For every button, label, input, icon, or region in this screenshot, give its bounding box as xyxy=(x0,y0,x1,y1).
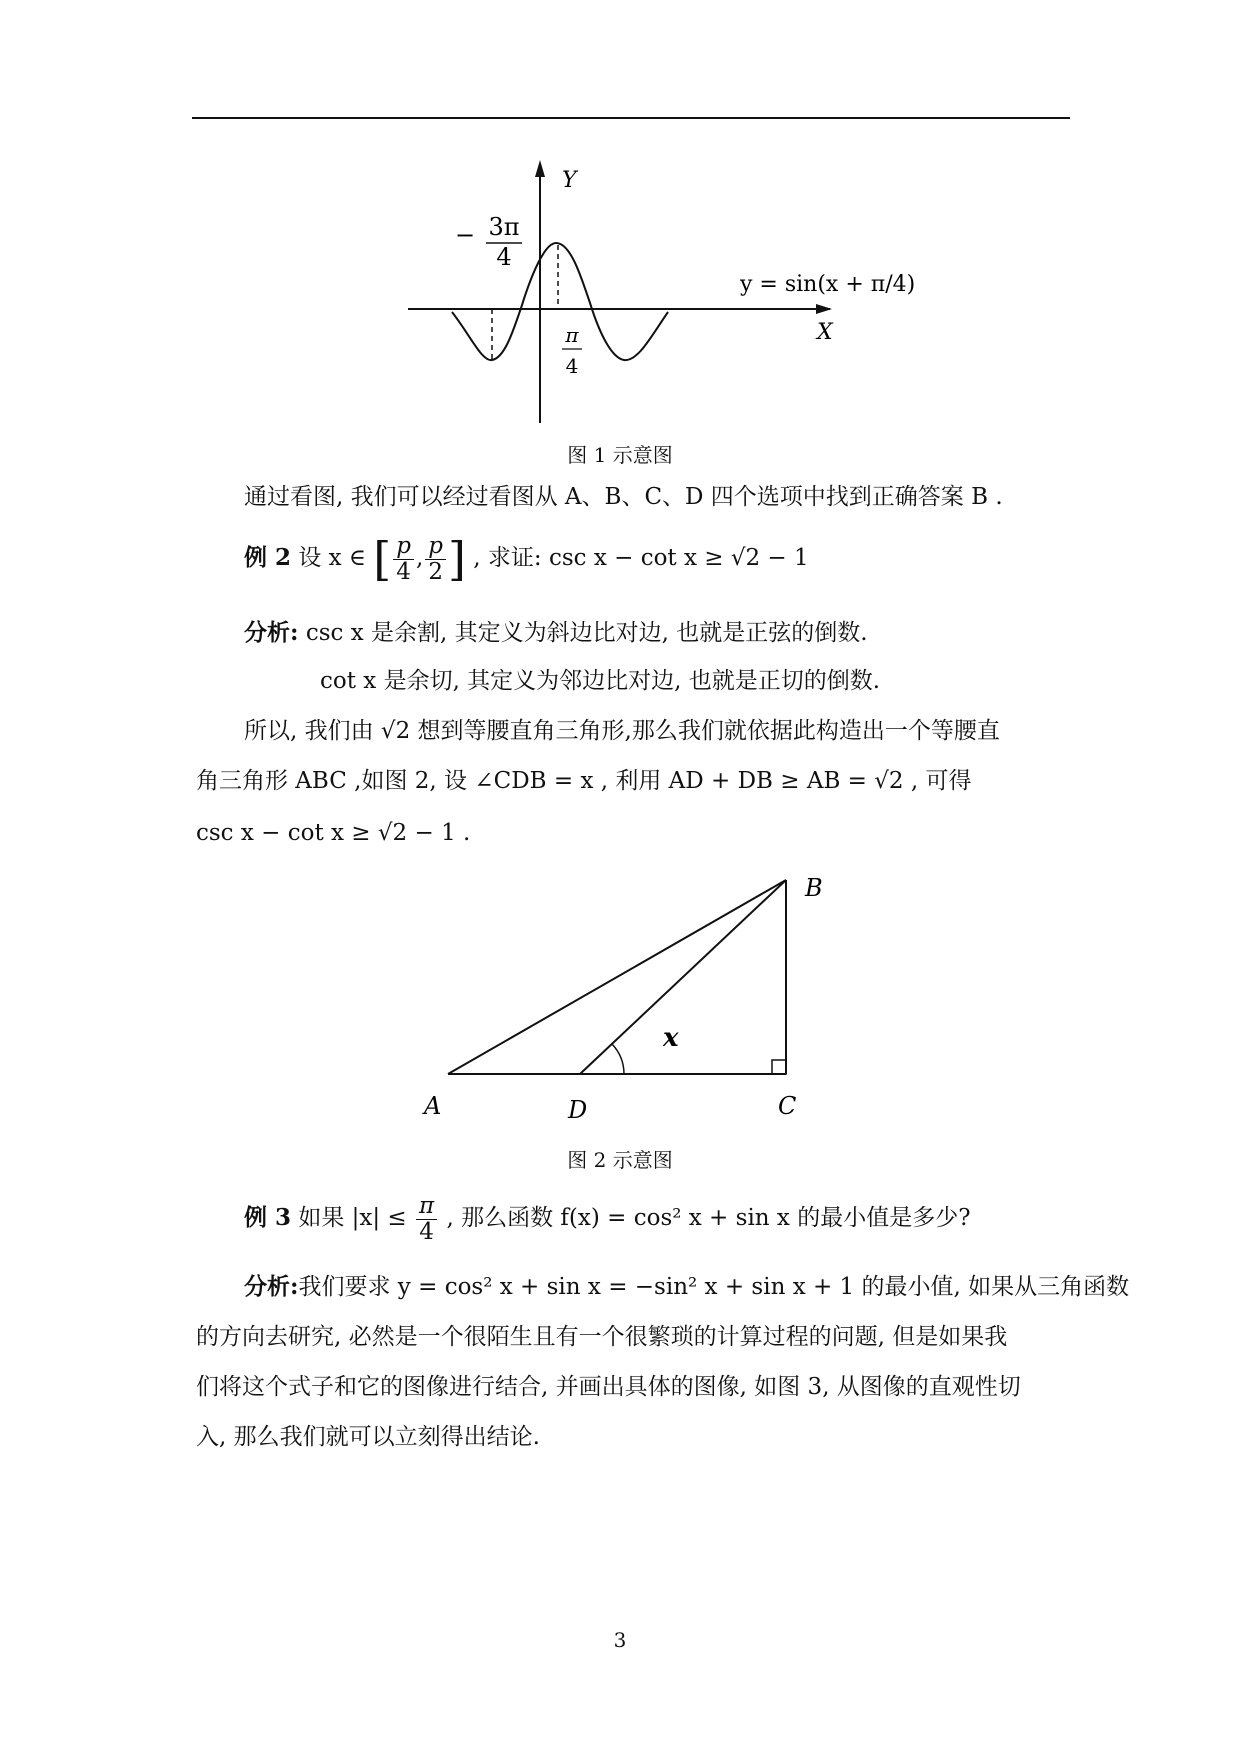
analysis-3-line-4: 入, 那么我们就可以立刻得出结论. xyxy=(196,1424,540,1450)
fraction-p-over-2: $\frac{p}{2}$ xyxy=(425,534,446,583)
figure-2-triangle xyxy=(420,868,840,1128)
right-angle-mark xyxy=(772,1060,786,1074)
example-2-label: 例 2 xyxy=(244,544,292,571)
analysis-2-text-1: csc x 是余割, 其定义为斜边比对边, 也就是正弦的倒数. xyxy=(305,620,868,646)
analysis-3-line-3: 们将这个式子和它的图像进行结合, 并画出具体的图像, 如图 3, 从图像的直观性切 xyxy=(196,1374,1021,1400)
side-AB xyxy=(448,880,786,1074)
y-axis-label: Y xyxy=(562,168,577,193)
peak-label-sign: − xyxy=(455,221,476,249)
example-2-pre: 设 x ∈ xyxy=(298,545,366,571)
tick-label-denominator: 4 xyxy=(565,354,579,378)
vertex-A-label: A xyxy=(424,1092,442,1120)
paragraph-1: 通过看图, 我们可以经过看图从 A、B、C、D 四个选项中找到正确答案 B . xyxy=(244,484,1003,510)
figure-2-caption: 图 2 示意图 xyxy=(567,1148,673,1172)
curve-equation-label: y = sin(x + π/4) xyxy=(740,272,916,297)
angle-x-label: x xyxy=(663,1023,679,1053)
vertex-C-label: C xyxy=(778,1092,797,1120)
fraction-p-over-4: $\frac{p}{4}$ xyxy=(393,534,414,583)
paragraph-4: csc x − cot x ≥ √2 − 1 . xyxy=(196,820,471,846)
figure-1-caption: 图 1 示意图 xyxy=(567,443,673,467)
peak-label-denominator: 4 xyxy=(496,243,512,271)
tick-label-numerator: π xyxy=(565,323,579,347)
y-axis-arrow-icon xyxy=(535,160,545,177)
example-3-label: 例 3 xyxy=(244,1204,292,1231)
x-axis-label: X xyxy=(817,320,833,345)
point-D-label: D xyxy=(568,1096,588,1124)
analysis-3-line-1 xyxy=(244,1272,1129,1302)
x-axis-arrow-icon xyxy=(816,304,832,314)
peak-label-numerator: 3π xyxy=(488,213,520,241)
analysis-3-line-2: 的方向去研究, 必然是一个很陌生且有一个很繁琐的计算过程的问题, 但是如果我 xyxy=(196,1324,1008,1350)
segment-DB xyxy=(580,880,786,1074)
left-bracket: [ xyxy=(373,532,392,586)
example-2: 例 2 设 x ∈ [ $\frac{p}{4}$ , $\frac{p}{2}$ ] , 求证: csc x − cot x ≥ √2 − 1 xyxy=(244,532,809,586)
header-rule xyxy=(192,117,1070,119)
figure-1-sine-graph xyxy=(400,155,920,435)
analysis-3-label: 分析: xyxy=(244,1273,299,1300)
vertex-B-label: B xyxy=(805,874,823,902)
analysis-2-label: 分析: xyxy=(244,619,299,646)
paragraph-3: 角三角形 ABC ,如图 2, 设 ∠CDB = x , 利用 AD + DB ≥ AB = √2 , 可得 xyxy=(196,768,972,794)
paragraph-2: 所以, 我们由 √2 想到等腰直角三角形,那么我们就依据此构造出一个等腰直 xyxy=(244,718,1000,744)
page-number: 3 xyxy=(613,1628,627,1652)
analysis-2-line-2: cot x 是余切, 其定义为邻边比对边, 也就是正切的倒数. xyxy=(320,668,881,694)
example-3 xyxy=(244,1190,971,1246)
right-bracket: ] xyxy=(448,532,466,586)
example-2-post: , 求证: csc x − cot x ≥ √2 − 1 xyxy=(473,545,809,571)
angle-x-arc xyxy=(612,1044,624,1074)
analysis-3-text-1: 我们要求 y = cos² x + sin x = −sin² x + sin x + 1 的最小值, 如果从三角函数 xyxy=(298,1274,1130,1300)
sine-curve xyxy=(452,243,668,360)
fraction-pi-over-4: $\frac{\pi}{4}$ xyxy=(416,1194,437,1243)
analysis-2-line-1 xyxy=(244,618,868,648)
example-3-post: , 那么函数 f(x) = cos² x + sin x 的最小值是多少? xyxy=(446,1205,971,1231)
example-3-pre: 如果 |x| ≤ xyxy=(298,1205,407,1231)
